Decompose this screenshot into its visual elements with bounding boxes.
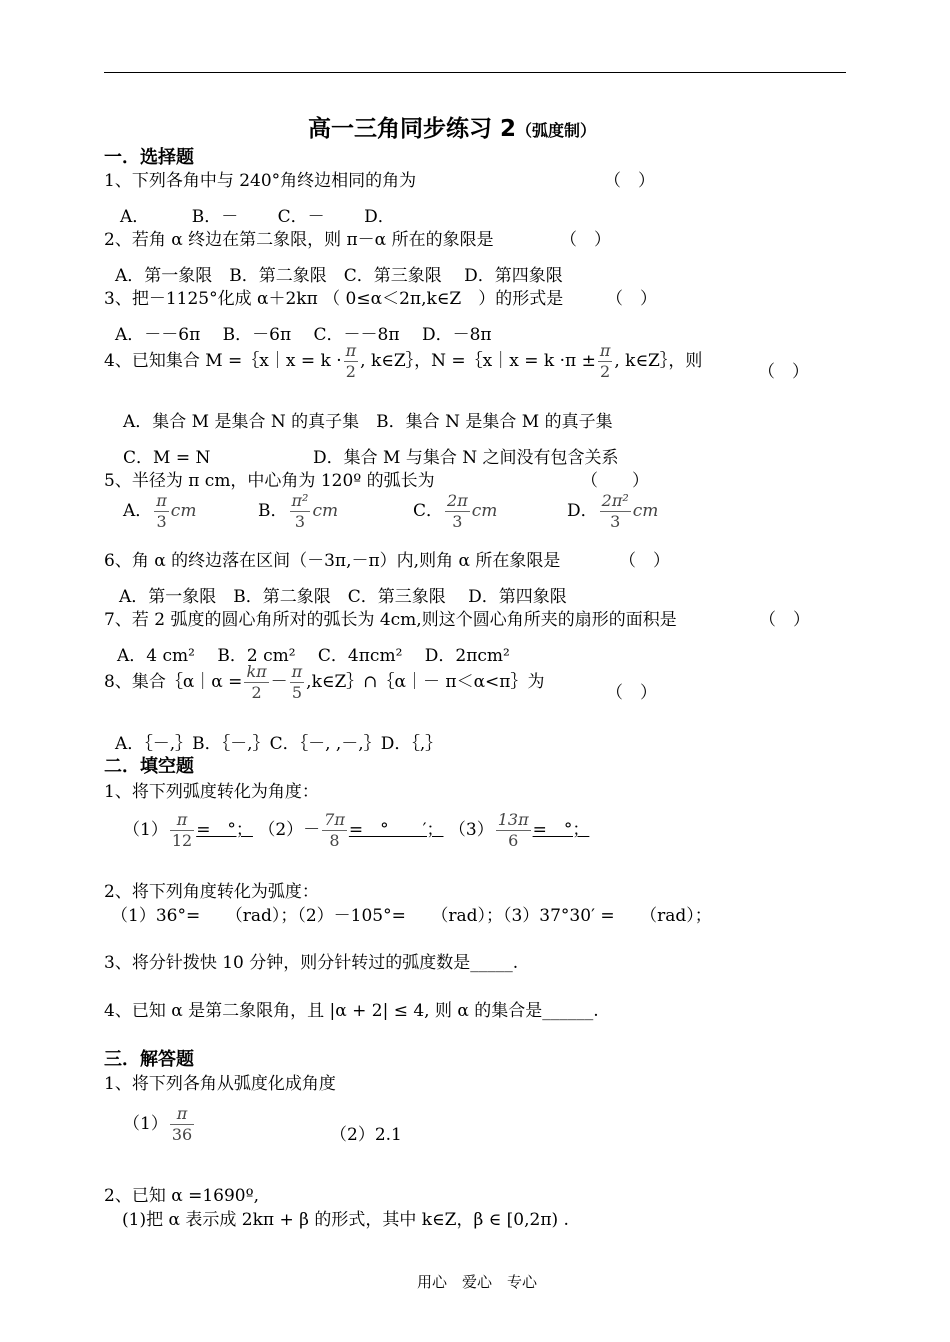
fill1-p3-den: 6: [496, 830, 531, 849]
q8-paren: （ ）: [606, 683, 657, 703]
fill2-stem: 2、将下列角度转化为弧度：: [104, 882, 319, 902]
q4-option-a-b: A．集合 M 是集合 N 的真子集 B．集合 N 是集合 M 的真子集: [123, 412, 613, 432]
fill1-p2-fraction: [322, 812, 347, 849]
q4-stem: [104, 343, 702, 380]
q5-a-fraction: [154, 493, 169, 530]
q8-fraction-1: [244, 664, 268, 701]
answer2-part1: (1)把 α 表示成 2kπ + β 的形式，其中 k∈Z，β ∈ [0,2π) .: [122, 1210, 569, 1230]
q5-c-label: C．: [413, 501, 444, 521]
q5-c-fraction: [445, 493, 470, 530]
q3-stem: 3、把－1125°化成 α＋2kπ （ 0≤α＜2π,k∈Z ）的形式是: [104, 289, 564, 309]
fill1-p3-fraction: [496, 812, 531, 849]
q4-suffix: , k∈Z｝，则: [614, 351, 703, 371]
q7-stem: 7、若 2 弧度的圆心角所对的弧长为 4cm,则这个圆心角所夹的扇形的面积是: [104, 610, 677, 630]
fill4-stem: 4、已知 α 是第二象限角，且 |α + 2| ≤ 4, 则 α 的集合是______.: [104, 1001, 599, 1021]
page-title: [308, 110, 596, 143]
fill1-p2-label: （2）－: [258, 820, 321, 840]
q2-options: A．第一象限 B．第二象限 C．第三象限 D．第四象限: [115, 266, 563, 286]
q5-c-num: 2π: [447, 491, 468, 510]
section-fill-heading: 二．填空题: [104, 756, 194, 777]
q4-f2-den: 2: [598, 361, 613, 380]
title-main: 高一三角同步练习 2: [308, 116, 517, 142]
q8-f1-num: kπ: [246, 662, 267, 681]
q4-paren: （ ）: [758, 362, 809, 382]
page-footer: 用心 爱心 专心: [417, 1273, 538, 1291]
q4-fraction-2: [598, 343, 613, 380]
top-rule: [104, 72, 846, 73]
q5-d-den: 3: [600, 511, 631, 530]
q5-d-fraction: [600, 493, 631, 530]
q1-paren: （ ）: [604, 171, 655, 191]
title-sub: （弧度制）: [516, 121, 597, 140]
answer1-p1-label: （1）: [123, 1114, 168, 1134]
fill1-items: [123, 812, 589, 849]
fill1-p3-answer: = °；: [532, 820, 590, 840]
fill1-p1-fraction: [170, 812, 194, 849]
q4-option-c: C．M = N: [123, 448, 211, 468]
q5-option-a: [123, 493, 196, 530]
fill1-p3-label: （3）: [448, 820, 494, 840]
q5-b-fraction: [290, 493, 311, 530]
q5-option-c: [413, 493, 497, 530]
fill2-line: （1）36°= （rad）；（2）－105°= （rad）；（3）37°30′ = （rad）；: [111, 906, 712, 926]
fill1-p3-num: 13π: [497, 810, 529, 829]
fill1-p2-answer: = ° ′；: [348, 820, 444, 840]
q6-options: A．第一象限 B．第二象限 C．第三象限 D．第四象限: [119, 587, 567, 607]
fill1-p1-answer: = °；: [196, 820, 253, 840]
q5-option-d: [567, 493, 658, 530]
q4-mid: , k∈Z｝，N =｛x｜x = k ·π ±: [360, 351, 596, 371]
q5-option-b: [258, 493, 338, 530]
answer1-stem: 1、将下列各角从弧度化成角度: [104, 1074, 336, 1094]
q4-prefix: 4、已知集合 M =｛x｜x = k ·: [104, 351, 342, 371]
q2-paren: （ ）: [560, 230, 611, 250]
answer1-p1-den: 36: [171, 1125, 193, 1144]
q4-f1-num: π: [345, 341, 357, 360]
q5-stem: 5、半径为 π cm，中心角为 120º 的弧长为: [104, 471, 435, 491]
q5-d-label: D．: [567, 501, 598, 521]
q8-f1-den: 2: [244, 682, 268, 701]
q5-paren: （ ）: [581, 471, 649, 491]
q8-minus: －: [270, 672, 288, 692]
q5-d-num: 2π²: [601, 491, 629, 510]
q7-paren: （ ）: [759, 610, 810, 630]
q7-options: A．4 cm² B．2 cm² C．4πcm² D．2πcm²: [117, 646, 510, 666]
q5-a-unit: cm: [170, 501, 197, 521]
q8-fraction-2: [290, 664, 305, 701]
fill1-p2-num: 7π: [324, 810, 345, 829]
fill1-p1-label: （1）: [123, 820, 168, 840]
q8-suffix: ,k∈Z｝∩｛α｜－ π＜α<π｝为: [306, 672, 545, 692]
answer1-p1: [123, 1106, 196, 1143]
q6-stem: 6、角 α 的终边落在区间（－3π,－π）内,则角 α 所在象限是: [104, 551, 561, 571]
q5-a-den: 3: [154, 511, 169, 530]
q5-b-num: π²: [291, 491, 309, 510]
fill1-stem: 1、将下列弧度转化为角度：: [104, 782, 319, 802]
fill1-p1-den: 12: [171, 831, 193, 850]
q8-f2-num: π: [291, 662, 303, 681]
answer1-p1-fraction: [170, 1106, 194, 1143]
q2-stem: 2、若角 α 终边在第二象限，则 π－α 所在的象限是: [104, 230, 494, 250]
fill3-stem: 3、将分针拨快 10 分钟，则分针转过的弧度数是_____.: [104, 953, 519, 973]
q1-options: A． B．－ C．－ D．: [120, 207, 395, 227]
answer1-p2: （2）2.1: [330, 1125, 402, 1145]
q5-a-num: π: [156, 491, 167, 510]
answer2-stem: 2、已知 α =1690º,: [104, 1186, 260, 1206]
q5-a-label: A．: [123, 501, 153, 521]
q5-d-unit: cm: [632, 501, 659, 521]
q8-stem: [104, 664, 544, 701]
q8-f2-den: 5: [290, 682, 305, 701]
q5-b-label: B．: [258, 501, 288, 521]
q5-c-unit: cm: [471, 501, 498, 521]
q5-b-unit: cm: [312, 501, 339, 521]
q4-f1-den: 2: [344, 361, 359, 380]
q8-prefix: 8、集合｛α｜α =: [104, 672, 243, 692]
fill1-p2-den: 8: [322, 830, 347, 849]
q5-c-den: 3: [445, 511, 470, 530]
q1-stem: 1、下列各角中与 240°角终边相同的角为: [104, 171, 417, 191]
q4-fraction-1: [344, 343, 359, 380]
q4-option-d: D．集合 M 与集合 N 之间没有包含关系: [313, 448, 619, 468]
q3-paren: （ ）: [606, 289, 657, 309]
answer1-p1-num: π: [176, 1104, 188, 1123]
section-answer-heading: 三．解答题: [104, 1049, 194, 1070]
q6-paren: （ ）: [619, 551, 670, 571]
section-choice-heading: 一．选择题: [104, 147, 194, 168]
q8-options: A．｛－,｝B．｛－,｝C．｛－, ,－,｝D．｛,｝: [115, 734, 443, 754]
q5-b-den: 3: [290, 511, 311, 530]
q4-f2-num: π: [599, 341, 611, 360]
q3-options: A．－－6π B．－6π C．－－8π D．－8π: [115, 325, 492, 345]
fill1-p1-num: π: [176, 810, 188, 829]
